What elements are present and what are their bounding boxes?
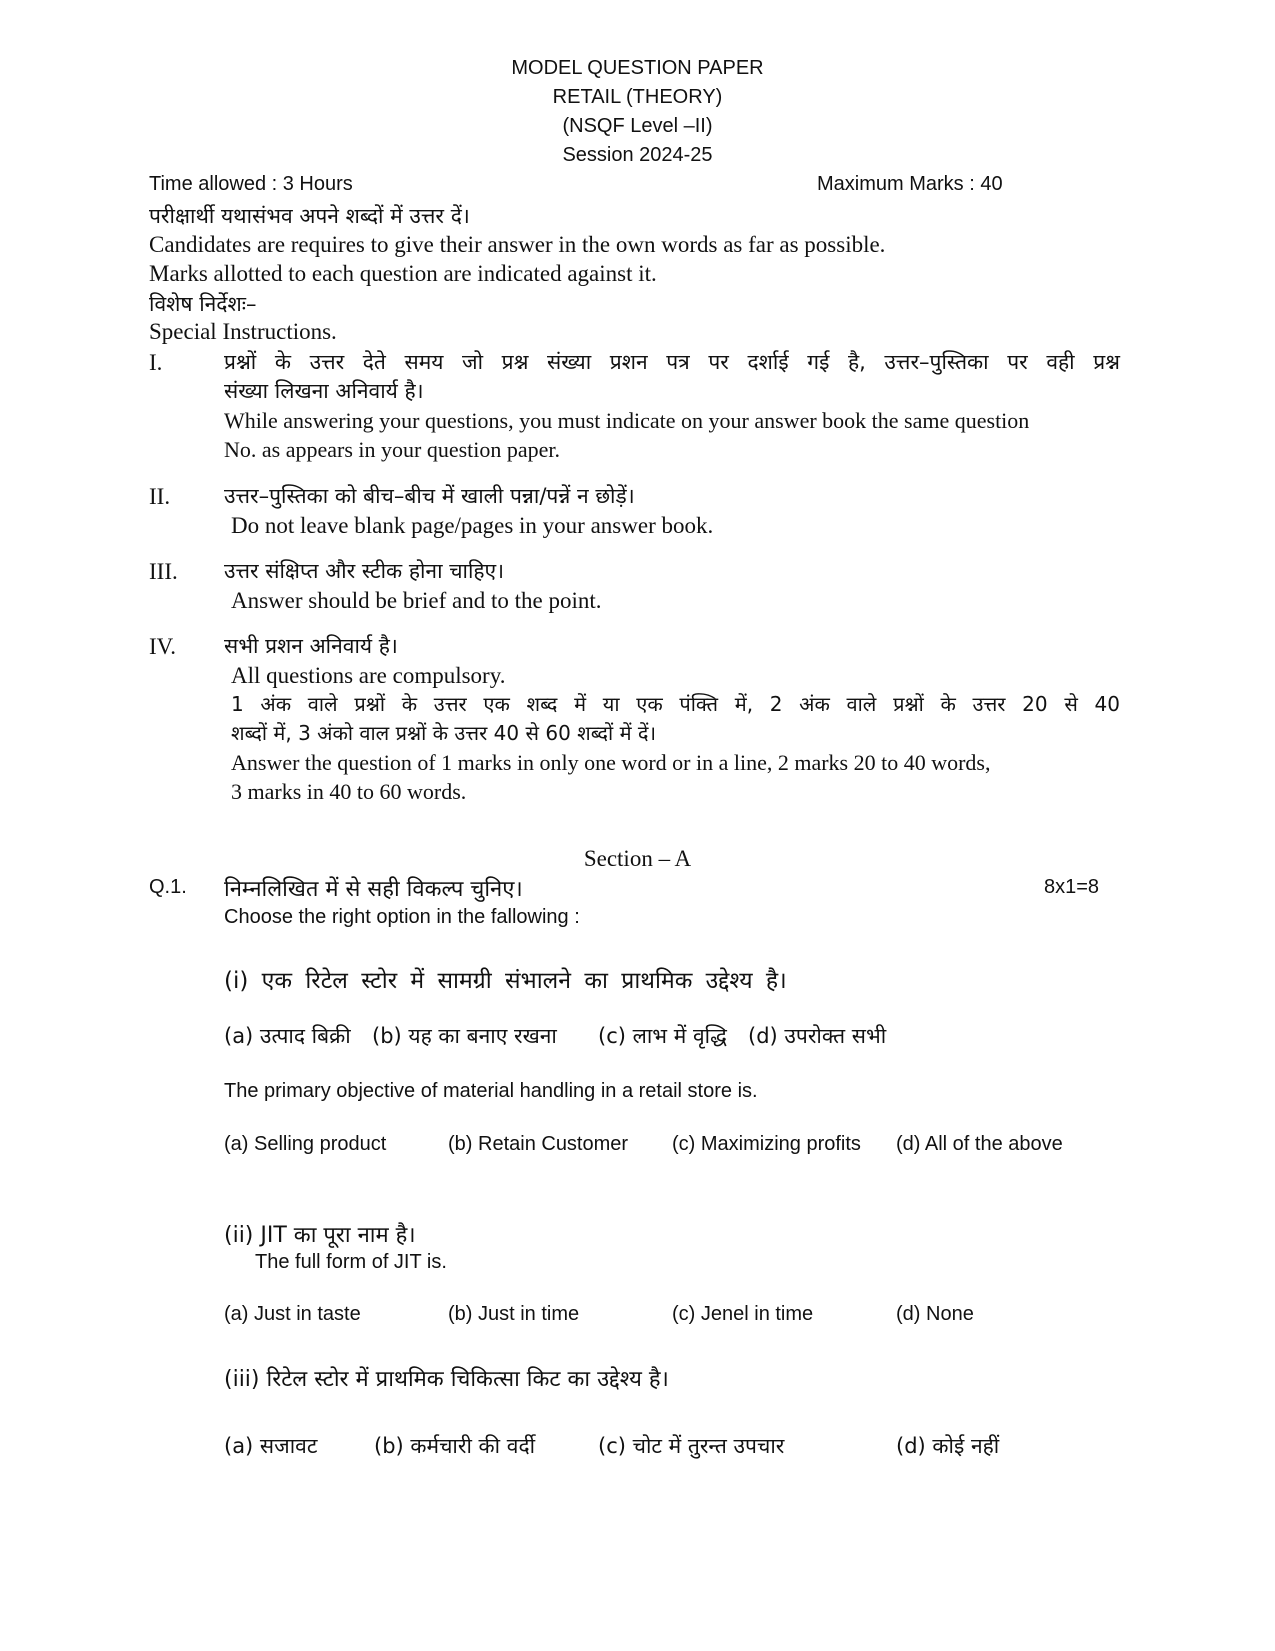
instruction-hindi-line: उत्तर संक्षिप्त और स्टीक होना चाहिए। <box>224 559 505 583</box>
option-c: (c) चोट में तुरन्त उपचार <box>598 1434 785 1458</box>
option-d: (d) None <box>896 1303 974 1325</box>
subquestion-english: The primary objective of material handling in a retail store is. <box>224 1080 758 1102</box>
option-b: (b) कर्मचारी की वर्दी <box>374 1434 536 1458</box>
question-marks: 8x1=8 <box>1044 876 1100 898</box>
question-hindi-text: निम्नलिखित में से सही विकल्प चुनिए। <box>224 877 523 902</box>
option-c: (c) Maximizing profits <box>672 1133 861 1155</box>
subquestion-hindi: (i) एक रिटेल स्टोर में सामग्री संभालने का प्राथमिक उद्देश्य है। <box>224 968 787 994</box>
option-b: (b) यह का बनाए रखना <box>372 1024 557 1048</box>
option-c: (c) Jenel in time <box>672 1303 814 1325</box>
instruction-hindi-line: शब्दों में, 3 अंको वाल प्रश्नों के उत्तर 40 से 60 शब्दों में दें। <box>231 721 657 745</box>
instruction-item <box>224 482 1120 540</box>
question-english-text: Choose the right option in the fallowing : <box>224 906 580 928</box>
maximum-marks: Maximum Marks : 40 <box>817 173 1003 195</box>
instruction-numeral: II. <box>149 484 171 509</box>
hindi-own-words-note: परीक्षार्थी यथासंभव अपने शब्दों में उत्तर दें। <box>149 204 470 228</box>
own-words-note: Candidates are requires to give their answer in the own words as far as possible. <box>149 232 886 257</box>
instruction-hindi-line: 1 अंक वाले प्रश्नों के उत्तर एक शब्द में या एक पंक्ति में, 2 अंक वाले प्रश्नों के उत्तर 20 से 40 <box>231 692 1120 716</box>
option-d: (d) कोई नहीं <box>896 1434 1000 1458</box>
paper-title: MODEL QUESTION PAPER <box>511 57 764 79</box>
paper-subject: RETAIL (THEORY) <box>552 86 723 108</box>
option-b: (b) Just in time <box>448 1303 580 1325</box>
option-a: (a) सजावट <box>224 1434 318 1458</box>
instruction-english-line: Answer should be brief and to the point. <box>231 588 602 613</box>
instruction-english-line: No. as appears in your question paper. <box>224 437 561 462</box>
instruction-hindi-line: उत्तर–पुस्तिका को बीच–बीच में खाली पन्ना/पन्नें न छोड़ें। <box>224 484 635 508</box>
hindi-special-heading: विशेष निर्देशः– <box>149 292 257 316</box>
subquestion-hindi: (iii) रिटेल स्टोर में प्राथमिक चिकित्सा किट का उद्देश्य है। <box>224 1367 669 1392</box>
instruction-english-line: Answer the question of 1 marks in only one word or in a line, 2 marks 20 to 40 words, <box>231 750 991 775</box>
instruction-english-line: 3 marks in 40 to 60 words. <box>231 779 467 804</box>
instruction-numeral: IV. <box>149 634 177 659</box>
marks-allotted-note: Marks allotted to each question are indicated against it. <box>149 261 657 286</box>
time-allowed: Time allowed : 3 Hours <box>149 173 353 195</box>
special-instructions-heading: Special Instructions. <box>149 319 337 344</box>
instruction-item <box>224 348 1120 464</box>
option-a: (a) उत्पाद बिक्री <box>224 1024 351 1048</box>
subquestion-hindi: (ii) JIT का पूरा नाम है। <box>224 1223 416 1248</box>
instruction-item <box>224 557 1120 615</box>
instruction-hindi-line: सभी प्रशन अनिवार्य है। <box>224 634 398 658</box>
subquestion-english: The full form of JIT is. <box>255 1251 447 1273</box>
paper-level: (NSQF Level –II) <box>562 115 713 137</box>
instruction-numeral: I. <box>149 350 163 375</box>
instruction-hindi-line: संख्या लिखना अनिवार्य है। <box>224 379 424 403</box>
option-a: (a) Selling product <box>224 1133 387 1155</box>
instruction-hindi-line: प्रश्नों के उत्तर देते समय जो प्रश्न संख्या प्रशन पत्र पर दर्शाई गई है, उत्तर–पुस्तिका पर वही प्रश्न <box>224 350 1120 374</box>
instruction-english-line: Do not leave blank page/pages in your answer book. <box>231 513 714 538</box>
option-d: (d) उपरोक्त सभी <box>748 1024 887 1048</box>
section-heading: Section – A <box>583 846 692 871</box>
option-a: (a) Just in taste <box>224 1303 361 1325</box>
question-number: Q.1. <box>149 876 187 898</box>
option-c: (c) लाभ में वृद्धि <box>598 1024 727 1048</box>
instruction-item <box>224 632 1120 806</box>
paper-session: Session 2024-25 <box>562 144 713 166</box>
instruction-english-line: While answering your questions, you must indicate on your answer book the same question <box>224 408 1030 433</box>
option-d: (d) All of the above <box>896 1133 1063 1155</box>
instruction-numeral: III. <box>149 559 178 584</box>
option-b: (b) Retain Customer <box>448 1133 629 1155</box>
instruction-english-line: All questions are compulsory. <box>231 663 506 688</box>
